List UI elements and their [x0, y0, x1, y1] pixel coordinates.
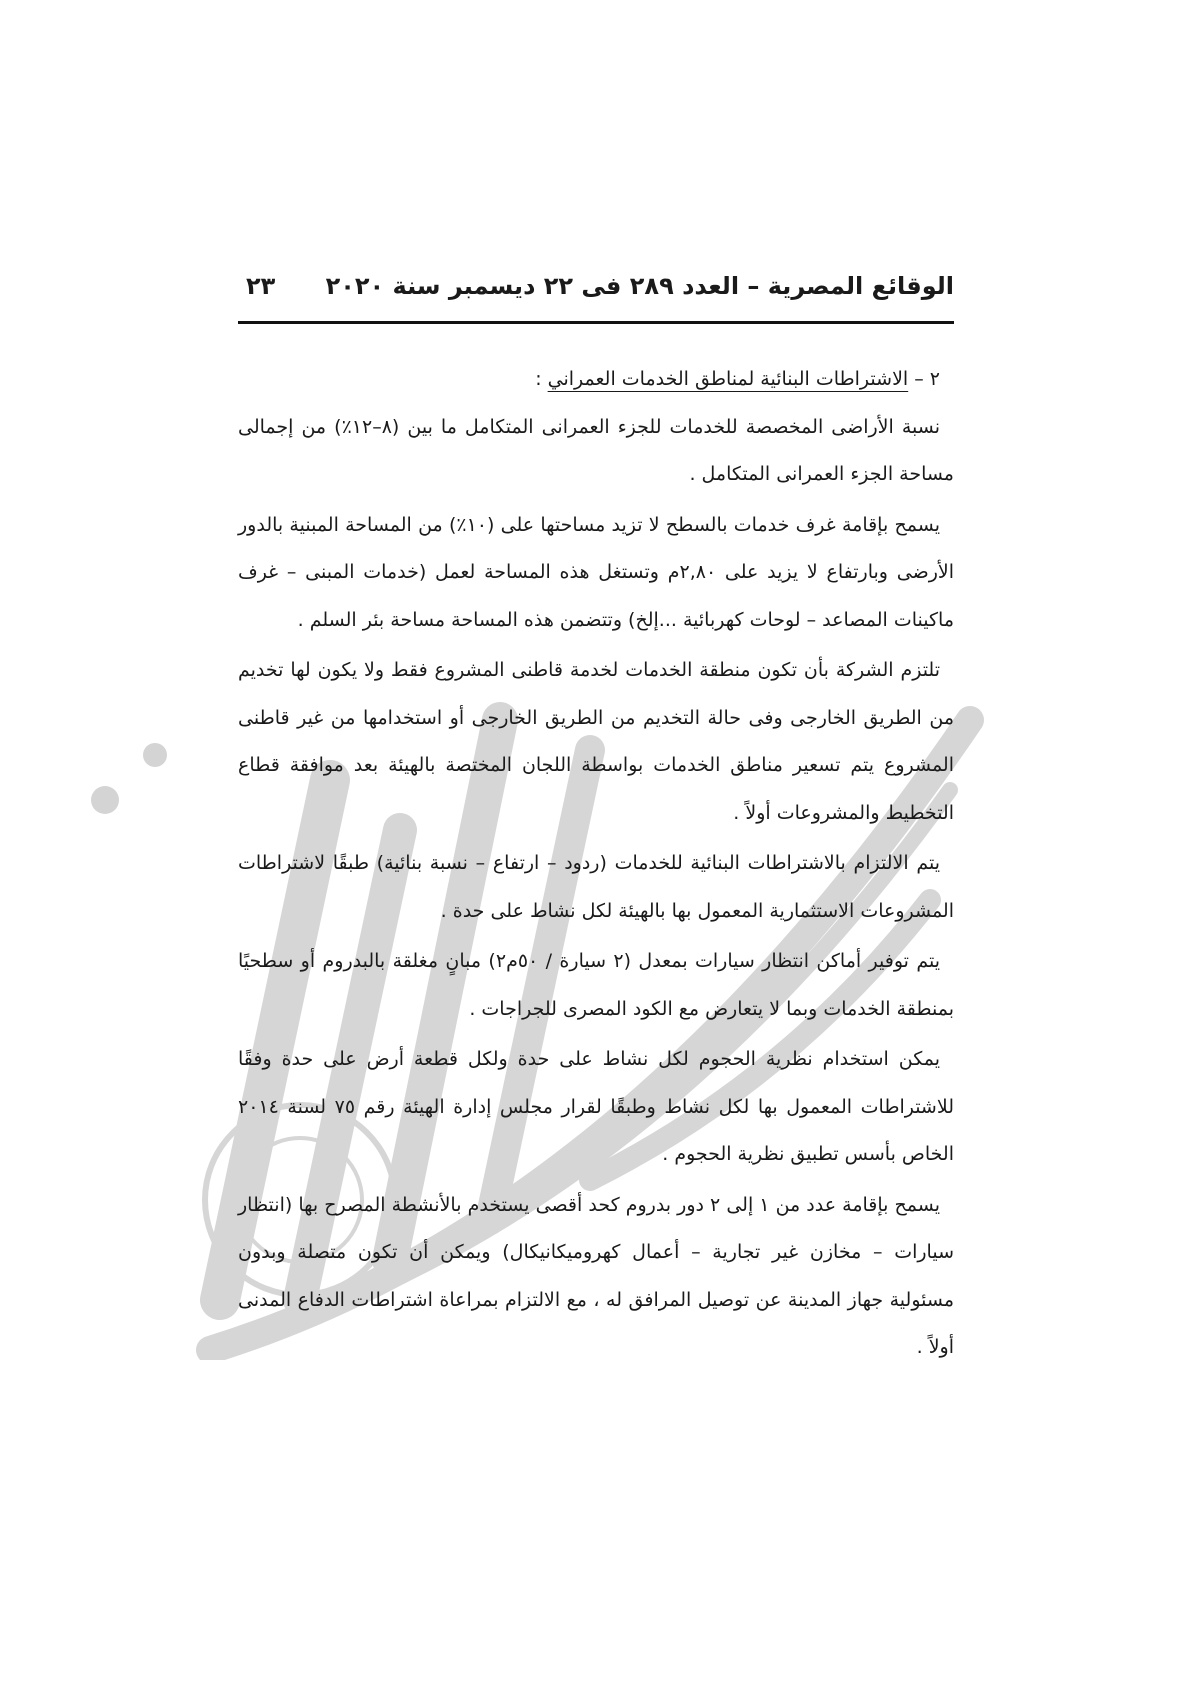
page-header	[238, 272, 954, 310]
document-body	[238, 356, 954, 1372]
paragraph-parking: يتم توفير أماكن انتظار سيارات بمعدل (٢ سيارة / ٥٠م٢) مبانٍ مغلقة بالبدروم أو سطحيًا بمنطقة الخدمات وبما لا يتعارض مع الكود المصرى للجراجات .	[238, 950, 954, 1020]
header-title: الوقائع المصرية – العدد ٢٨٩ فى ٢٢ ديسمبر سنة ٢٠٢٠	[325, 272, 954, 300]
section-suffix: :	[535, 368, 548, 390]
page-number: ٢٣	[246, 272, 276, 300]
paragraph-roof-service-rooms: يسمح بإقامة غرف خدمات بالسطح لا تزيد مساحتها على (١٠٪) من المساحة المبنية بالدور الأرضى وبارتفاع لا يزيد على ٢,٨٠م وتستغل هذه المساحة لعمل (خدمات المبنى – غرف ماكينات المصاعد – لوحات كهربائية ...إلخ) وتتضمن هذه المساحة مساحة بئر السلم .	[238, 513, 954, 631]
section-title: الاشتراطات البنائية لمناطق الخدمات العمراني	[547, 368, 909, 390]
paragraph-services-land-ratio: نسبة الأراضى المخصصة للخدمات للجزء العمرانى المتكامل ما بين (٨–١٢٪) من إجمالى مساحة الجزء العمرانى المتكامل .	[238, 415, 954, 485]
paragraph-basements: يسمح بإقامة عدد من ١ إلى ٢ دور بدروم كحد أقصى يستخدم بالأنشطة المصرح بها (انتظار سيارات – مخازن غير تجارية – أعمال كهروميكانيكال) ويمكن أن تكون متصلة وبدون مسئولية جهاز المدينة عن توصيل المرافق له ، مع الالتزام بمراعاة اشتراطات الدفاع المدنى أولاً .	[238, 1193, 954, 1358]
paragraph-services-residents-only: تلتزم الشركة بأن تكون منطقة الخدمات لخدمة قاطنى المشروع فقط ولا يكون لها تخديم من الطريق الخارجى وفى حالة التخديم من الطريق الخارجى أو استخدامها من غير قاطنى المشروع يتم تسعير مناطق الخدمات بواسطة اللجان المختصة بالهيئة بعد موافقة قطاع التخطيط والمشروعات أولاً .	[238, 659, 954, 824]
paragraph-building-requirements: يتم الالتزام بالاشتراطات البنائية للخدمات (ردود – ارتفاع – نسبة بنائية) طبقًا لاشتراطات المشروعات الاستثمارية المعمول بها بالهيئة لكل نشاط على حدة .	[238, 852, 954, 922]
header-divider	[238, 321, 954, 324]
section-number: ٢ –	[914, 368, 940, 390]
section-heading	[238, 356, 954, 404]
watermark-dot-2	[143, 743, 167, 767]
paragraph-volumes-theory: يمكن استخدام نظرية الحجوم لكل نشاط على حدة ولكل قطعة أرض على حدة وفقًا للاشتراطات المعمول بها لكل نشاط وطبقًا لقرار مجلس إدارة الهيئة رقم ٧٥ لسنة ٢٠١٤ الخاص بأسس تطبيق نظرية الحجوم .	[238, 1048, 954, 1165]
watermark-dot-1	[91, 786, 119, 814]
